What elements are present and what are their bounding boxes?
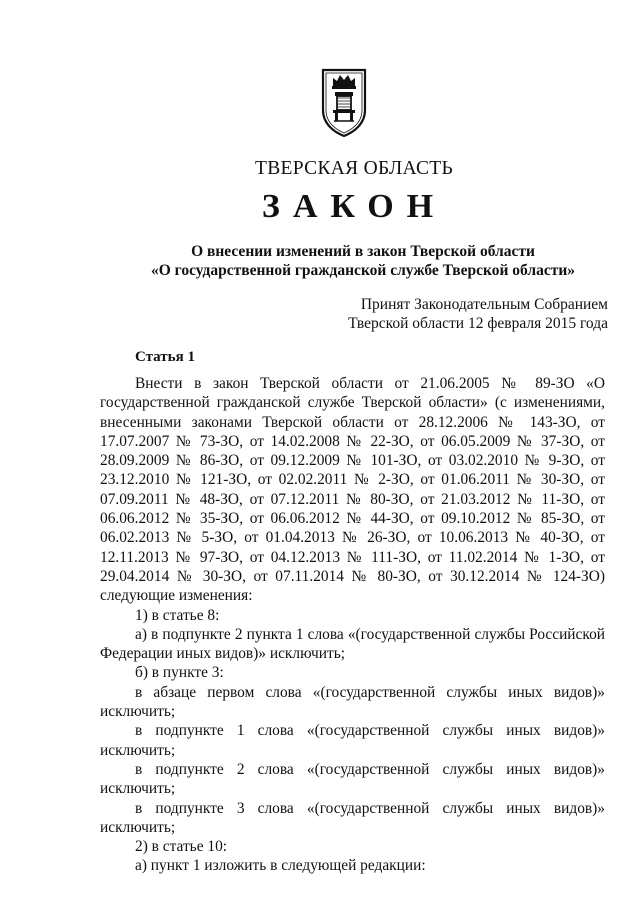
article-item: а) в подпункте 2 пункта 1 слова «(государственной службы Российской Федерации иных видов)» исключить; — [100, 625, 605, 663]
adoption-note — [348, 295, 608, 333]
law-subject-line: О внесении изменений в закон Тверской области — [191, 243, 535, 260]
law-subject-line: «О государственной гражданской службе Тверской области» — [150, 262, 576, 279]
adoption-note-line: Тверской области 12 февраля 2015 года — [348, 315, 608, 332]
adoption-note-line: Принят Законодательным Собранием — [360, 296, 608, 313]
tver-coat-of-arms-icon — [320, 66, 368, 138]
document-type-title: ЗАКОН — [261, 188, 447, 225]
article-item: в абзаце первом слова «(государственной службы иных видов)» исключить; — [100, 683, 605, 721]
region-title: ТВЕРСКАЯ ОБЛАСТЬ — [255, 158, 453, 179]
article-body — [100, 374, 605, 876]
article-heading: Статья 1 — [135, 349, 195, 365]
article-intro-paragraph: Внести в закон Тверской области от 21.06.2005 № 89-ЗО «О государственной гражданской службе Тверской области» (с изменениями, внесенными законами Тверской области от 28.12.2006 № 143-ЗО, от 17.07.2007 № 73-ЗО, от 14.02.2008 № 22-ЗО, от 06.05.2009 № 37-ЗО, от 28.09.2009 № 86-ЗО, от 09.12.2009 № 101-ЗО, от 03.02.2010 № 9-ЗО, от 23.12.2010 № 121-ЗО, от 02.02.2011 № 2-ЗО, от 01.06.2011 № 30-ЗО, от 07.09.2011 № 48-ЗО, от 07.12.2011 № 80-ЗО, от 21.03.2012 № 11-ЗО, от 06.06.2012 № 35-ЗО, от 06.06.2012 № 44-ЗО, от 09.10.2012 № 85-ЗО, от 06.02.2013 № 5-ЗО, от 01.04.2013 № 26-ЗО, от 10.06.2013 № 40-ЗО, от 12.11.2013 № 97-ЗО, от 04.12.2013 № 111-ЗО, от 11.02.2014 № 1-ЗО, от 29.04.2014 № 30-ЗО, от 07.11.2014 № 80-ЗО, от 30.12.2014 № 124-ЗО) следующие изменения: — [100, 375, 605, 605]
article-item: в подпункте 1 слова «(государственной службы иных видов)» исключить; — [100, 722, 605, 759]
article-item: в подпункте 3 слова «(государственной службы иных видов)» исключить; — [100, 799, 605, 836]
article-item: а) пункт 1 изложить в следующей редакции: — [135, 857, 426, 875]
law-subject — [0, 242, 640, 280]
article-item: б) в пункте 3: — [135, 664, 224, 682]
article-item: 2) в статье 10: — [135, 838, 228, 856]
article-item: в подпункте 2 слова «(государственной службы иных видов)» исключить; — [100, 760, 605, 798]
article-item: 1) в статье 8: — [135, 606, 220, 624]
